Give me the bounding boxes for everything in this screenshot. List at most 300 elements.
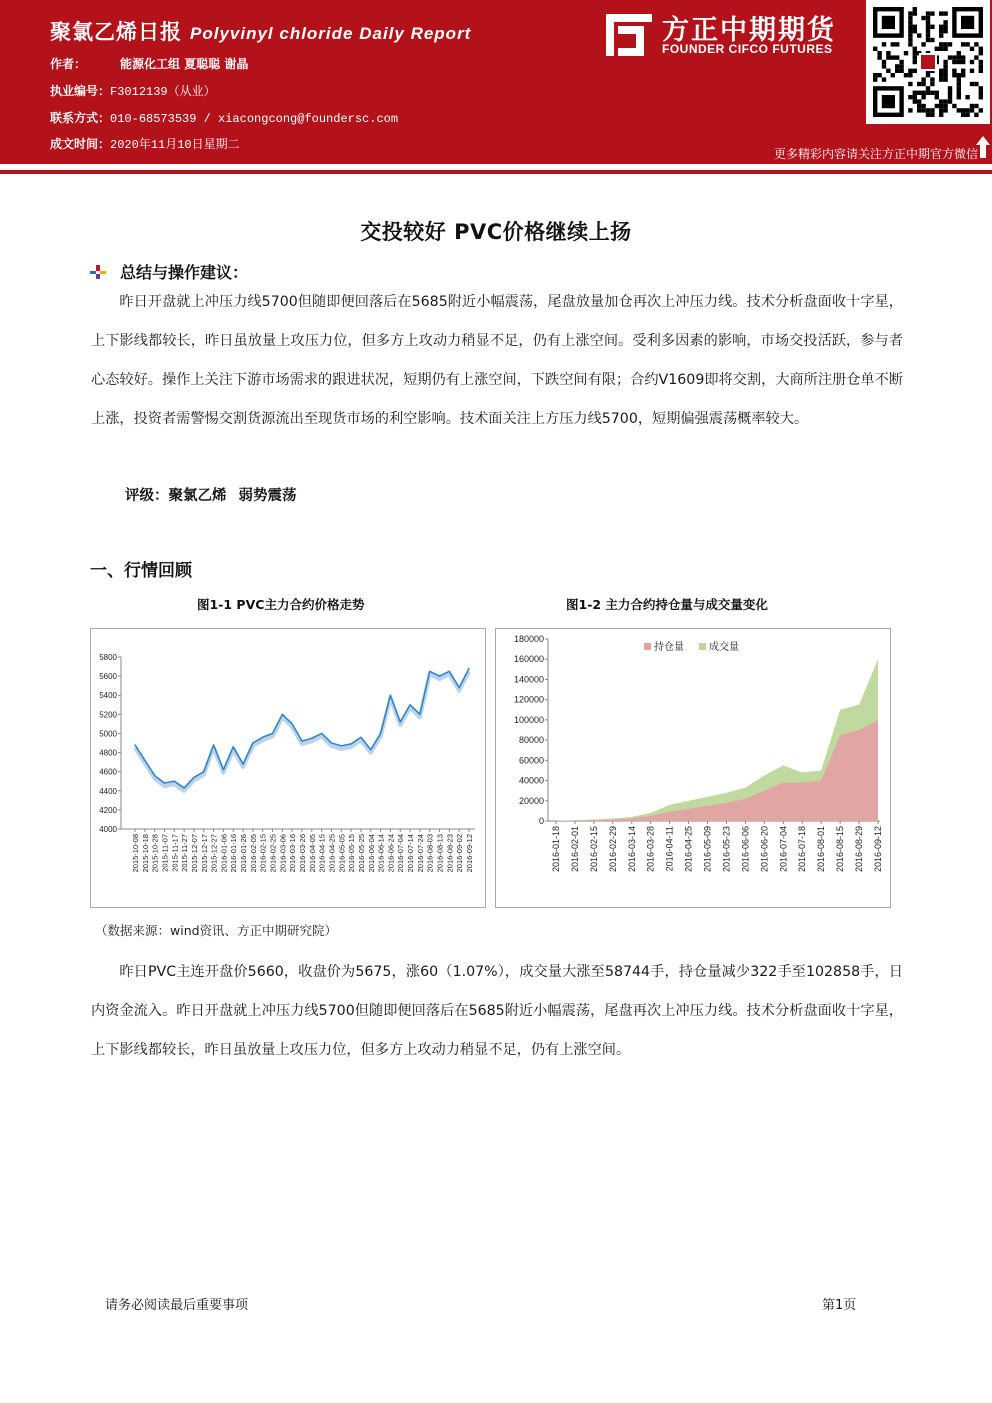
qr-module [926, 113, 930, 117]
qr-module [926, 73, 930, 77]
qr-module [948, 95, 952, 99]
x-tick-label: 2016-08-03 [425, 834, 435, 873]
price-point [282, 714, 283, 715]
qr-module [877, 73, 881, 77]
x-tick-label: 2016-06-24 [386, 834, 396, 873]
y-tick-label: 140000 [513, 674, 544, 685]
x-tick-label: 2016-04-25 [327, 834, 337, 873]
y-tick-label: 5800 [99, 653, 117, 662]
qr-module [908, 95, 912, 99]
qr-module [904, 73, 908, 77]
x-tick-label: 2015-12-17 [199, 834, 209, 873]
x-tick-label: 2016-09-12 [873, 826, 883, 873]
qr-module [926, 38, 930, 42]
qr-module [974, 82, 978, 86]
x-tick-label: 2016-08-23 [445, 834, 455, 873]
rating-label: 评级： [125, 488, 169, 504]
qr-module [961, 55, 965, 59]
qr-module [886, 69, 890, 73]
qr-module [957, 73, 961, 77]
report-title [50, 16, 471, 46]
price-point [439, 676, 440, 677]
rating-value: 弱势震荡 [238, 488, 297, 504]
x-tick-label: 2016-04-25 [683, 826, 694, 873]
qr-module [899, 64, 903, 68]
rating-line [125, 484, 309, 505]
x-tick-label: 2015-10-18 [140, 834, 150, 873]
qr-module [917, 82, 921, 86]
page-number: 第1页 [822, 1298, 857, 1313]
qr-module [939, 11, 943, 15]
qr-module [891, 55, 895, 59]
qr-module [882, 77, 886, 81]
x-tick-label: 2016-07-18 [797, 826, 808, 873]
qr-module [917, 108, 921, 112]
qr-module [895, 42, 899, 46]
qr-module [917, 104, 921, 108]
x-tick-label: 2016-06-14 [376, 834, 386, 873]
qr-module [979, 86, 983, 90]
qr-module [908, 11, 912, 15]
qr-module [930, 113, 934, 117]
qr-module [926, 33, 930, 37]
qr-module [913, 7, 917, 11]
review-paragraph [91, 953, 903, 1070]
price-point [252, 742, 253, 743]
qr-module [943, 108, 947, 112]
footer-notice: 请务必阅读最后重要事项 [105, 1298, 249, 1313]
qr-module [965, 95, 969, 99]
qr-module [895, 69, 899, 73]
x-tick-label: 2016-08-15 [835, 826, 846, 873]
qr-module [961, 108, 965, 112]
qr-module [970, 47, 974, 51]
x-tick-label: 2016-01-16 [229, 834, 239, 873]
qr-module [943, 20, 947, 24]
qr-module [926, 11, 930, 15]
qr-module [908, 73, 912, 77]
author-value: 能源化工组 夏聪聪 谢晶 [120, 57, 249, 71]
price-point [154, 775, 155, 776]
price-point [321, 733, 322, 734]
qr-module [943, 77, 947, 81]
x-tick-label: 2016-04-11 [664, 826, 675, 872]
y-tick-label: 5200 [99, 710, 117, 720]
price-point [390, 695, 391, 696]
y-tick-label: 40000 [518, 775, 544, 786]
x-tick-label: 2015-12-07 [189, 834, 199, 873]
qr-module [921, 82, 925, 86]
price-point [468, 668, 469, 669]
x-tick-label: 2016-02-05 [248, 834, 258, 873]
qr-module [979, 47, 983, 51]
qr-module [886, 55, 890, 59]
qr-module [952, 55, 956, 59]
price-point [174, 781, 175, 782]
qr-module [970, 108, 974, 112]
x-tick-label: 2015-11-27 [180, 834, 190, 872]
qr-center-logo [921, 55, 935, 69]
qr-module [943, 73, 947, 77]
qr-module [970, 82, 974, 86]
qr-module [957, 60, 961, 64]
qr-module [873, 47, 877, 51]
y-tick-label: 5400 [99, 691, 117, 701]
qr-module [974, 42, 978, 46]
header-divider [0, 170, 992, 174]
qr-module [913, 11, 917, 15]
qr-module [908, 69, 912, 73]
price-point [292, 723, 293, 724]
x-tick-label: 2015-11-17 [170, 834, 180, 872]
qr-module [979, 60, 983, 64]
price-point [331, 742, 332, 743]
qr-module [913, 91, 917, 95]
y-tick-label: 100000 [513, 714, 544, 725]
qr-module [926, 20, 930, 24]
qr-module [952, 69, 956, 73]
x-tick-label: 2016-02-01 [569, 826, 580, 873]
qr-module [939, 42, 943, 46]
qr-module [979, 51, 983, 55]
volume-oi-chart [495, 628, 891, 908]
qr-code-icon [866, 0, 990, 124]
price-point [419, 714, 420, 715]
report-title-cn: 聚氯乙烯日报 [50, 20, 182, 44]
summary-paragraph-text: 昨日开盘就上冲压力线5700但随即便回落后在5685附近小幅震荡，尾盘放量加仓再次上冲压力线。技术分析盘面收十字星，上下影线都较长，昨日虽放量上攻压力位，但多方上攻动力稍显不足，仍有上涨空间。受利多因素的影响，市场交投活跃，参与者心态较好。操作上关注下游市场需求的跟进状况，短期仍有上涨空间，下跌空间有限；合约V1609即将交割，大商所注册仓单不断上涨，投资者需警惕交割货源流出至现货市场的利空影响。技术面关注上方压力线5700，短期偏强震荡概率较大。 [91, 294, 903, 427]
x-tick-label: 2016-03-16 [288, 834, 298, 873]
y-tick-label: 4400 [99, 786, 117, 796]
data-source-note: （数据来源：wind资讯、方正中期研究院） [95, 923, 338, 938]
y-tick-label: 180000 [513, 634, 544, 644]
qr-module [939, 113, 943, 117]
price-point [311, 738, 312, 739]
qr-module [948, 91, 952, 95]
qr-module [882, 60, 886, 64]
price-point [262, 737, 263, 738]
qr-module [974, 104, 978, 108]
price-chart-svg [91, 629, 485, 907]
license-label: 执业编号： [50, 84, 111, 98]
x-tick-label: 2015-11-07 [160, 834, 170, 872]
qr-module [935, 104, 939, 108]
price-chart [90, 628, 486, 908]
qr-module [921, 104, 925, 108]
qr-module [926, 16, 930, 20]
price-point [223, 769, 224, 770]
summary-heading-text: 总结与操作建议： [120, 263, 249, 282]
qr-module [952, 73, 956, 77]
price-point [449, 671, 450, 672]
qr-module [974, 55, 978, 59]
legend-swatch [699, 643, 706, 650]
qr-module [913, 99, 917, 103]
x-tick-label: 2016-08-01 [816, 826, 827, 873]
x-tick-label: 2016-03-06 [278, 834, 288, 873]
price-point [203, 771, 204, 772]
x-tick-label: 2016-03-26 [298, 834, 307, 873]
x-tick-label: 2016-07-14 [406, 834, 416, 873]
price-point [380, 733, 381, 734]
qr-module [939, 108, 943, 112]
x-tick-label: 2016-06-06 [740, 826, 751, 873]
qr-module [939, 104, 943, 108]
x-tick-label: 2016-07-04 [396, 834, 406, 873]
qr-module [948, 55, 952, 59]
qr-module [939, 29, 943, 33]
qr-module [943, 47, 947, 51]
report-header [0, 0, 992, 164]
x-tick-label: 2016-02-15 [588, 826, 599, 873]
qr-module [930, 82, 934, 86]
qr-module [930, 108, 934, 112]
qr-module [970, 104, 974, 108]
qr-module [873, 73, 877, 77]
qr-module [943, 64, 947, 68]
contact-label: 联系方式： [50, 111, 111, 125]
price-point [134, 744, 135, 745]
x-tick-label: 2016-02-15 [258, 834, 268, 873]
qr-module [943, 60, 947, 64]
x-tick-label: 2016-09-02 [455, 834, 465, 873]
qr-module [926, 86, 930, 90]
review-paragraph-text: 昨日PVC主连开盘价5660，收盘价为5675，涨60（1.07%），成交量大涨至58744手，持仓量减少322手至102858手，日内资金流入。昨日开盘就上冲压力线5700但随即便回落后在5685附近小幅震荡，尾盘再次上冲压力线。技术分析盘面收十字星，上下影线都较长，昨日虽放量上攻压力位，但多方上攻动力稍显不足，仍有上涨空间。 [91, 964, 903, 1058]
x-tick-label: 2016-02-25 [268, 834, 278, 873]
qr-module [930, 11, 934, 15]
qr-module [943, 11, 947, 15]
price-point [301, 740, 302, 741]
price-line [135, 668, 469, 787]
qr-module [957, 55, 961, 59]
section-heading-market-review: 一、行情回顾 [90, 561, 192, 581]
qr-module [935, 91, 939, 95]
x-tick-label: 2016-07-04 [778, 826, 789, 873]
y-tick-label: 4200 [99, 805, 117, 815]
qr-module [957, 91, 961, 95]
qr-module [921, 95, 925, 99]
license-value: F3012139（从业） [110, 85, 216, 99]
price-point [351, 743, 352, 744]
qr-module [908, 38, 912, 42]
y-tick-label: 80000 [518, 735, 544, 746]
qr-module [908, 82, 912, 86]
x-tick-label: 2016-06-20 [759, 826, 770, 873]
date-label: 成文时间： [50, 137, 111, 151]
qr-module [961, 60, 965, 64]
x-tick-label: 2015-12-27 [209, 834, 219, 873]
date-value: 2020年11月10日星期二 [110, 138, 240, 152]
qr-module [957, 95, 961, 99]
qr-module [957, 77, 961, 81]
qr-module [930, 38, 934, 42]
qr-module [948, 42, 952, 46]
price-point [144, 760, 145, 761]
diamond-bullet-icon [90, 265, 106, 279]
qr-module [921, 42, 925, 46]
price-point [341, 745, 342, 746]
report-title-en: Polyvinyl chloride Daily Report [190, 24, 472, 43]
qr-module [965, 113, 969, 117]
x-tick-label: 2016-05-15 [347, 834, 357, 873]
qr-module [921, 108, 925, 112]
qr-finder-core [882, 16, 895, 29]
x-tick-label: 2016-01-18 [551, 826, 561, 873]
qr-module [948, 99, 952, 103]
qr-module [908, 25, 912, 29]
qr-module [908, 16, 912, 20]
figure-1-2-caption: 图1-2 主力合约持仓量与成交量变化 [566, 597, 768, 612]
price-point [459, 687, 460, 688]
qr-module [948, 86, 952, 90]
qr-module [943, 25, 947, 29]
x-tick-label: 2016-08-13 [435, 834, 445, 873]
qr-module [939, 77, 943, 81]
qr-module [939, 69, 943, 73]
y-tick-label: 160000 [513, 654, 544, 665]
qr-module [939, 99, 943, 103]
qr-module [930, 91, 934, 95]
qr-module [926, 91, 930, 95]
price-point [400, 721, 401, 722]
qr-module [877, 51, 881, 55]
qr-module [952, 104, 956, 108]
x-tick-label: 2016-03-14 [626, 826, 637, 873]
qr-module [943, 99, 947, 103]
date-line [50, 135, 240, 152]
qr-module [921, 16, 925, 20]
x-tick-label: 2016-05-05 [337, 834, 347, 873]
x-tick-label: 2016-01-06 [219, 834, 229, 873]
qr-module [882, 64, 886, 68]
y-tick-label: 4000 [99, 825, 117, 834]
price-point [164, 783, 165, 784]
y-tick-label: 5000 [99, 729, 117, 739]
rating-product: 聚氯乙烯 [168, 488, 227, 504]
qr-module [895, 55, 899, 59]
qr-module [917, 33, 921, 37]
legend-swatch [644, 643, 651, 650]
price-point [409, 704, 410, 705]
y-tick-label: 20000 [518, 795, 544, 806]
y-tick-label: 5600 [99, 672, 117, 682]
x-tick-label: 2016-08-29 [854, 826, 865, 873]
price-point [233, 746, 234, 747]
price-point [370, 749, 371, 750]
author-line [50, 55, 248, 72]
qr-finder-core [882, 95, 895, 108]
y-tick-label: 4800 [99, 748, 117, 758]
summary-heading [90, 260, 248, 283]
arrow-up-icon [976, 136, 990, 158]
legend-label: 成交量 [709, 642, 739, 653]
qr-module [926, 25, 930, 29]
x-tick-label: 2016-03-28 [645, 826, 656, 873]
qr-module [943, 29, 947, 33]
qr-module [891, 42, 895, 46]
qr-module [952, 60, 956, 64]
x-tick-label: 2016-01-26 [239, 834, 249, 873]
qr-module [913, 95, 917, 99]
qr-module [913, 69, 917, 73]
founder-logo-icon [604, 12, 654, 58]
qr-module [957, 108, 961, 112]
qr-module [943, 104, 947, 108]
summary-paragraph [91, 283, 903, 439]
qr-module [913, 55, 917, 59]
x-tick-label: 2016-04-05 [307, 834, 317, 873]
qr-module [913, 51, 917, 55]
qr-module [882, 42, 886, 46]
price-point [242, 763, 243, 764]
qr-module [939, 25, 943, 29]
qr-module [921, 77, 925, 81]
qr-module [970, 60, 974, 64]
legend-label: 持仓量 [654, 642, 684, 653]
x-tick-label: 2016-02-29 [607, 826, 618, 873]
qr-module [935, 95, 939, 99]
y-tick-label: 60000 [518, 755, 544, 766]
qr-module [979, 91, 983, 95]
price-point [213, 744, 214, 745]
y-tick-label: 4600 [99, 767, 117, 777]
author-label: 作者： [50, 57, 87, 71]
qr-module [935, 47, 939, 51]
y-tick-label: 0 [538, 816, 544, 826]
qr-module [979, 64, 983, 68]
qr-finder-core [961, 16, 974, 29]
open-interest-area [556, 720, 878, 821]
qr-module [979, 69, 983, 73]
qr-module [943, 69, 947, 73]
qr-module [957, 86, 961, 90]
price-point [429, 671, 430, 672]
qr-module [961, 73, 965, 77]
qr-module [939, 47, 943, 51]
x-tick-label: 2016-09-12 [465, 834, 474, 873]
follow-wechat-text: 更多精彩内容请关注方正中期官方微信 [773, 147, 978, 161]
qr-module [926, 29, 930, 33]
qr-module [957, 82, 961, 86]
x-tick-label: 2016-05-25 [356, 834, 366, 873]
x-tick-label: 2016-05-09 [702, 826, 713, 873]
qr-module [913, 29, 917, 33]
contact-line [50, 109, 398, 126]
qr-module [961, 69, 965, 73]
qr-module [917, 91, 921, 95]
qr-module [908, 42, 912, 46]
qr-module [899, 60, 903, 64]
qr-module [965, 42, 969, 46]
y-tick-label: 120000 [513, 694, 544, 705]
qr-module [974, 113, 978, 117]
figure-1-1-caption: 图1-1 PVC主力合约价格走势 [197, 597, 365, 612]
price-line-shadow [135, 671, 469, 790]
qr-module [979, 95, 983, 99]
qr-module [917, 99, 921, 103]
qr-module [930, 77, 934, 81]
brand-name-cn: 方正中期期货 [662, 15, 836, 46]
qr-module [877, 55, 881, 59]
qr-module [965, 108, 969, 112]
x-tick-label: 2016-06-04 [366, 834, 376, 873]
price-point [360, 737, 361, 738]
price-point [184, 787, 185, 788]
qr-module [913, 47, 917, 51]
license-line [50, 82, 216, 99]
price-point [193, 777, 194, 778]
qr-module [961, 113, 965, 117]
qr-module [926, 108, 930, 112]
